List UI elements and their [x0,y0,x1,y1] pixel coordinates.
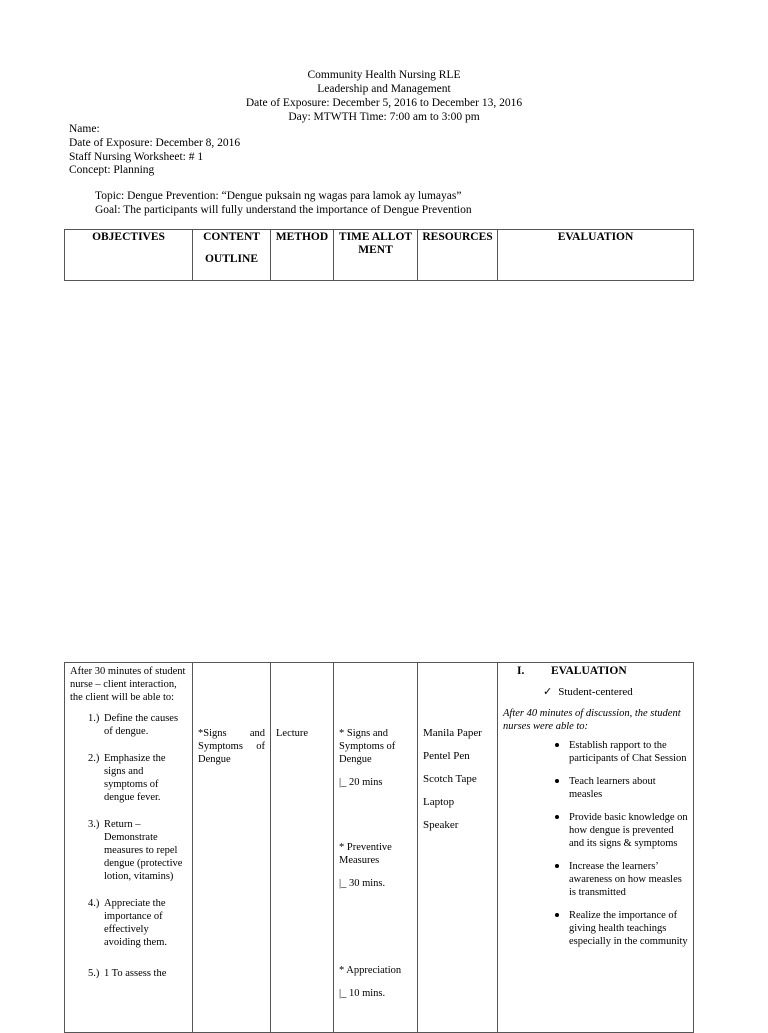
resource-item: Manila Paper [423,727,482,739]
bullet-icon [555,743,559,747]
time-label: * Preventive Measures [339,842,392,866]
col-evaluation: EVALUATION [498,230,694,281]
evaluation-heading: I. EVALUATION [517,665,627,677]
evaluation-item: Establish rapport to the participants of Chat Session [503,739,688,765]
evaluation-cell [498,663,694,1033]
bullet-icon [555,913,559,917]
header-line-subject: Leadership and Management [317,83,451,95]
header-line-exposure-dates: Date of Exposure: December 5, 2016 to December 13, 2016 [245,97,523,109]
resource-item: Scotch Tape [423,773,477,785]
objectives-list [70,712,187,980]
objective-item: 4.) Appreciate the importance of effectively avoiding them. [88,898,167,948]
time-label: * Appreciation [339,965,402,976]
objective-item: 2.) Emphasize the signs and symptoms of dengue fever. [88,753,166,803]
student-info [69,123,240,178]
evaluation-item: Provide basic knowledge on how dengue is prevented and its signs & symptoms [503,811,688,850]
time-value: |_ 30 mins. [339,878,386,889]
objective-item: 3.) Return – Demonstrate measures to repel dengue (protective lotion, vitamins) [88,819,183,882]
objective-item: 1.) Define the causes of dengue. [88,713,179,737]
time-allotment-cell [334,663,418,1033]
exposure-date-line: Date of Exposure: December 8, 2016 [69,136,241,149]
evaluation-item: Realize the importance of giving health teachings especially in the community [503,909,688,948]
col-content-outline: CONTENT OUTLINE [193,230,271,281]
resource-item: Speaker [423,819,459,831]
check-item: ✓ Student-centered [543,686,633,698]
objectives-intro: After 30 minutes of student nurse – client interaction, the client will be able to: [70,666,186,703]
col-method: METHOD [271,230,334,281]
method-cell: Lecture [271,663,334,1033]
worksheet-line: Staff Nursing Worksheet: # 1 [69,150,204,163]
objective-item: 5.) 1 To assess the [88,968,167,979]
topic-goal-block [95,190,472,218]
col-resources: RESOURCES [418,230,498,281]
check-mark-icon: ✓ [543,686,553,698]
resources-cell [418,663,498,1033]
time-value: |_ 10 mins. [339,988,386,999]
time-value: |_ 20 mins [339,777,383,788]
content-outline-cell: *Signs and Symptoms of Dengue [193,663,271,1033]
topic-line: Topic: Dengue Prevention: “Dengue puksain ng wagas para lamok ay lumayas” [95,190,462,202]
col-objectives: OBJECTIVES [65,230,193,281]
objectives-cell [65,663,193,1033]
header-line-day-time: Day: MTWTH Time: 7:00 am to 3:00 pm [288,111,480,123]
evaluation-item: Teach learners about measles [503,775,688,801]
resource-item: Pentel Pen [423,750,470,762]
col-time-allotment: TIME ALLOTMENT [334,230,418,281]
evaluation-list [503,739,688,948]
document-header [0,68,768,124]
header-line-course: Community Health Nursing RLE [307,69,461,81]
bullet-icon [555,815,559,819]
evaluation-item: Increase the learners’ awareness on how measles is transmitted [503,860,688,899]
bullet-icon [555,779,559,783]
plan-table-body [64,662,694,1033]
bullet-icon [555,864,559,868]
concept-line: Concept: Planning [69,164,155,177]
time-label: * Signs and Symptoms of Dengue [339,728,396,765]
evaluation-intro: After 40 minutes of discussion, the student nurses were able to: [503,708,681,732]
resource-item: Laptop [423,796,455,808]
goal-line: Goal: The participants will fully understand the importance of Dengue Prevention [95,203,472,216]
plan-table-header [64,229,694,281]
name-line: Name: [69,123,100,135]
